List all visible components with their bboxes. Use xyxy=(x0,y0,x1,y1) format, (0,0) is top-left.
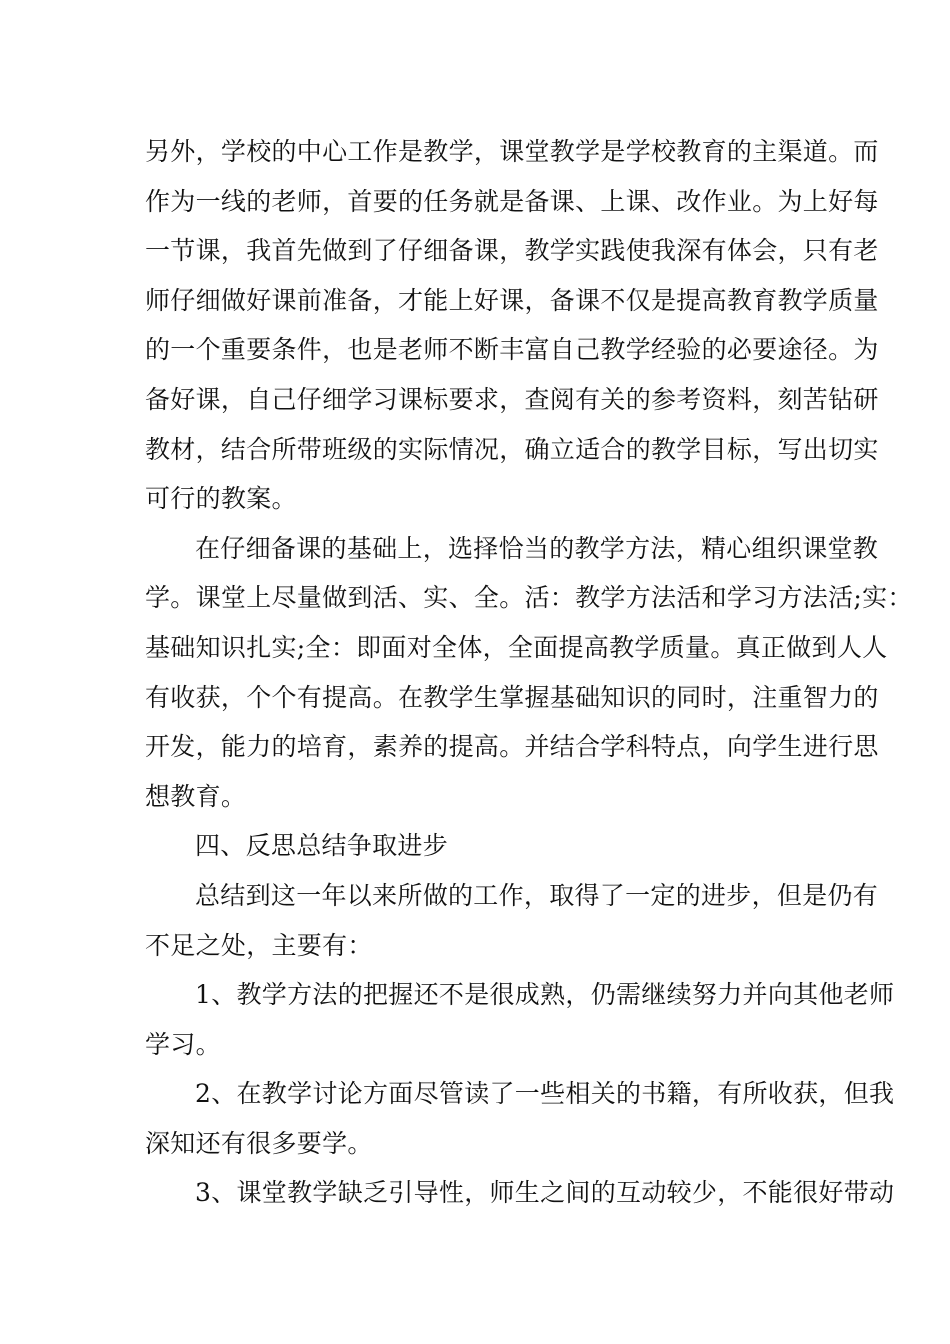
text-line: 另外，学校的中心工作是教学，课堂教学是学校教育的主渠道。而 xyxy=(145,137,879,166)
text-line: 深知还有很多要学。 xyxy=(145,1128,373,1158)
text-line: 有收获，个个有提高。在教学生掌握基础知识的同时，注重智力的 xyxy=(145,682,879,712)
text-line: 开发，能力的培育，素养的提高。并结合学科特点，向学生进行思 xyxy=(145,732,879,762)
list-item-1 xyxy=(145,970,895,1069)
text-line: 教材，结合所带班级的实际情况，确立适合的教学目标，写出切实 xyxy=(145,434,879,464)
text-line: 想教育。 xyxy=(145,781,247,811)
text-line: 3、课堂教学缺乏引导性，师生之间的互动较少，不能很好带动 xyxy=(195,1178,895,1208)
text-line: 备好课，自己仔细学习课标要求，查阅有关的参考资料，刻苦钻研 xyxy=(145,384,879,414)
text-line: 一节课，我首先做到了仔细备课，教学实践使我深有体会，只有老 xyxy=(145,236,879,266)
list-item-2 xyxy=(145,1069,895,1168)
paragraph-summary xyxy=(145,871,879,970)
text-line: 1、教学方法的把握还不是很成熟，仍需继续努力并向其他老师 xyxy=(195,980,895,1010)
text-line: 的一个重要条件，也是老师不断丰富自己教学经验的必要途径。为 xyxy=(145,335,879,365)
text-line: 学。课堂上尽量做到活、实、全。活：教学方法活和学习方法活;实： xyxy=(145,583,913,613)
text-line: 作为一线的老师，首要的任务就是备课、上课、改作业。为上好每 xyxy=(145,186,879,216)
text-line: 可行的教案。 xyxy=(145,484,297,514)
text-line: 师仔细做好课前准备，才能上好课，备课不仅是提高教育教学质量 xyxy=(145,285,879,315)
section-heading-text: 四、反思总结争取进步 xyxy=(195,831,449,861)
text-line: 不足之处，主要有： xyxy=(145,930,373,960)
text-line: 基础知识扎实;全：即面对全体，全面提高教学质量。真正做到人人 xyxy=(145,632,888,662)
list-item-3 xyxy=(145,1168,895,1218)
text-line: 2、在教学讨论方面尽管读了一些相关的书籍，有所收获，但我 xyxy=(195,1079,895,1109)
paragraph-teaching-work xyxy=(145,127,879,524)
document-body xyxy=(145,127,913,1218)
section-heading xyxy=(145,821,807,871)
text-line: 总结到这一年以来所做的工作，取得了一定的进步，但是仍有 xyxy=(195,880,879,910)
text-line: 学习。 xyxy=(145,1029,221,1059)
text-line: 在仔细备课的基础上，选择恰当的教学方法，精心组织课堂教 xyxy=(195,533,879,563)
paragraph-teaching-methods xyxy=(145,524,913,822)
